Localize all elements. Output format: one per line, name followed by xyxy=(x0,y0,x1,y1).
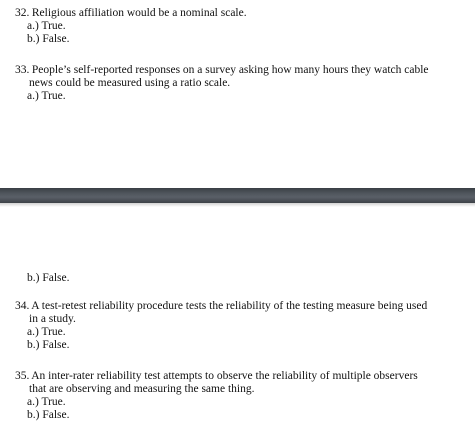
question-number: 35. xyxy=(15,370,30,382)
answer-options xyxy=(15,326,435,352)
answer-options xyxy=(15,20,435,46)
option-a xyxy=(15,326,435,339)
option-label: False. xyxy=(42,409,70,421)
question-number: 33. xyxy=(15,64,30,76)
question-35 xyxy=(15,370,435,422)
option-letter: b.) xyxy=(27,33,40,45)
option-letter: a.) xyxy=(27,326,39,338)
question-number: 32. xyxy=(15,7,30,19)
option-b xyxy=(15,33,435,46)
question-33 xyxy=(15,64,435,103)
question-33-continued xyxy=(15,272,435,285)
question-stem xyxy=(15,300,435,326)
option-label: True. xyxy=(41,90,66,102)
question-text: Religious affiliation would be a nominal scale. xyxy=(31,7,247,19)
option-a xyxy=(15,90,435,103)
option-b xyxy=(15,272,435,285)
answer-options xyxy=(15,396,435,422)
question-text: A test-retest reliability procedure tests the reliability of the testing measure being used in a study. xyxy=(29,300,428,325)
option-letter: b.) xyxy=(27,272,40,284)
question-text: People’s self-reported responses on a survey asking how many hours they watch cable news could be measured using a ratio scale. xyxy=(29,64,429,89)
answer-options xyxy=(15,90,435,103)
option-letter: a.) xyxy=(27,20,39,32)
question-stem xyxy=(15,7,435,20)
option-letter: b.) xyxy=(27,409,40,421)
option-letter: a.) xyxy=(27,90,39,102)
option-label: False. xyxy=(42,339,70,351)
option-label: True. xyxy=(41,326,66,338)
question-stem xyxy=(15,370,435,396)
question-number: 34. xyxy=(15,300,30,312)
option-label: False. xyxy=(42,33,70,45)
option-b xyxy=(15,339,435,352)
question-34 xyxy=(15,300,435,352)
option-a xyxy=(15,20,435,33)
page-lower xyxy=(0,203,475,431)
question-stem xyxy=(15,64,435,90)
option-letter: b.) xyxy=(27,339,40,351)
option-a xyxy=(15,396,435,409)
option-label: True. xyxy=(41,396,66,408)
option-letter: a.) xyxy=(27,396,39,408)
page-upper xyxy=(0,0,475,188)
option-b xyxy=(15,409,435,422)
option-label: True. xyxy=(41,20,66,32)
answer-options xyxy=(15,272,435,285)
option-label: False. xyxy=(42,272,70,284)
page-break-divider xyxy=(0,188,475,203)
question-text: An inter-rater reliability test attempts to observe the reliability of multiple observers that are observing and measuring the same thing. xyxy=(29,370,418,395)
question-32 xyxy=(15,7,435,46)
